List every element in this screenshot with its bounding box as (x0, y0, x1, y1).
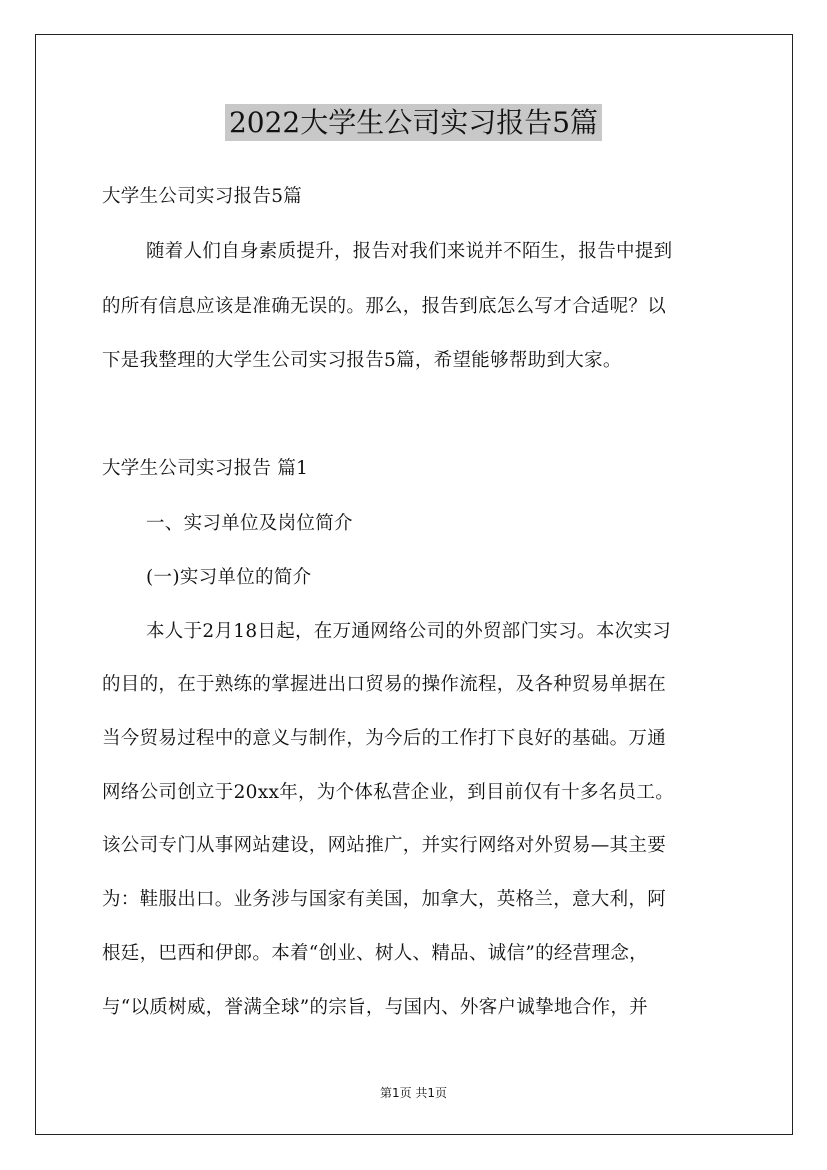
paragraph-line: 与“以质树威，誉满全球”的宗旨，与国内、外客户诚挚地合作，并 (102, 997, 648, 1018)
paragraph-line: 本人于2月18日起，在万通网络公司的外贸部门实习。本次实习 (146, 621, 672, 642)
paragraph-line: 该公司专门从事网站建设，网站推广，并实行网络对外贸易—其主要 (102, 835, 667, 856)
section-heading: 大学生公司实习报告 篇1 (102, 458, 309, 479)
paragraph-line: 随着人们自身素质提升，报告对我们来说并不陌生，报告中提到 (146, 241, 673, 262)
subsection-heading: (一)实习单位的简介 (146, 567, 312, 588)
paragraph-line: 的目的，在于熟练的掌握进出口贸易的操作流程，及各种贸易单据在 (102, 674, 667, 695)
document-title (0, 101, 827, 141)
paragraph-line: 网络公司创立于20xx年，为个体私营企业，到目前仅有十多名员工。 (102, 782, 675, 803)
paragraph-line: 为：鞋服出口。业务涉与国家有美国，加拿大，英格兰，意大利，阿 (102, 889, 667, 910)
subtitle-line: 大学生公司实习报告5篇 (102, 186, 303, 207)
page-footer: 第1页 共1页 (379, 1086, 448, 1100)
paragraph-line: 当今贸易过程中的意义与制作，为今后的工作打下良好的基础。万通 (102, 728, 667, 749)
subsection-heading: 一、实习单位及岗位简介 (146, 513, 353, 534)
paragraph-line: 的所有信息应该是准确无误的。那么，报告到底怎么写才合适呢？以 (102, 296, 667, 317)
paragraph-line: 下是我整理的大学生公司实习报告5篇，希望能够帮助到大家。 (102, 350, 622, 371)
paragraph-line: 根廷，巴西和伊郎。本着“创业、树人、精品、诚信”的经营理念， (102, 943, 648, 964)
document-title-text: 2022大学生公司实习报告5篇 (225, 104, 602, 141)
